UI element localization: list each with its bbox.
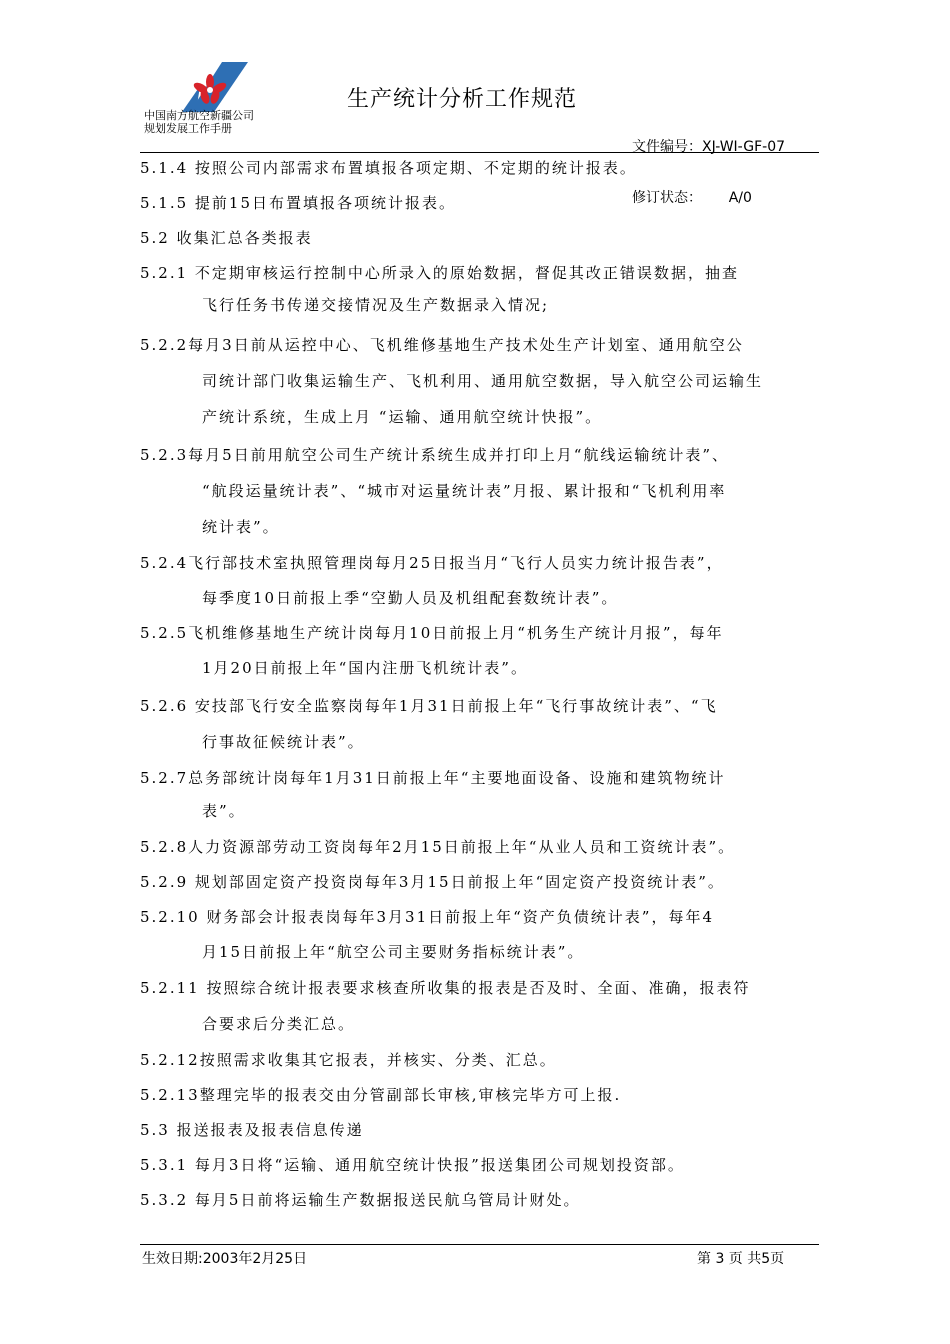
paragraph-line: 合要求后分类汇总。 [202, 1015, 356, 1033]
paragraph-line: 5.1.4 按照公司内部需求布置填报各项定期、不定期的统计报表。 [140, 159, 637, 177]
paragraph-line: 5.2.6 安技部飞行安全监察岗每年1月31日前报上年“飞行事故统计表”、“飞 [140, 697, 718, 715]
paragraph-line: 每季度10日前报上季“空勤人员及机组配套数统计表”。 [202, 589, 619, 607]
page-number: 第 3 页 共5页 [697, 1251, 785, 1267]
paragraph-line: 统计表”。 [202, 518, 280, 536]
footer-rule [140, 1244, 819, 1245]
company-line-1: 中国南方航空新疆公司 [144, 109, 254, 122]
document-info [632, 105, 785, 241]
paragraph-line: 1月20日前报上年“国内注册飞机统计表”。 [202, 659, 528, 677]
paragraph-line: 表”。 [202, 802, 246, 820]
effective-date: 生效日期:2003年2月25日 [142, 1251, 308, 1267]
paragraph-line: 5.2.13整理完毕的报表交由分管副部长审核,审核完毕方可上报. [140, 1086, 622, 1104]
revision-status: 修订状态： A/0 [632, 190, 752, 206]
paragraph-line: 5.2.10 财务部会计报表岗每年3月31日前报上年“资产负债统计表”，每年4 [140, 908, 714, 926]
paragraph-line: 5.3.1 每月3日将“运输、通用航空统计快报”报送集团公司规划投资部。 [140, 1156, 685, 1174]
paragraph-line: 5.2.2每月3日前从运控中心、飞机维修基地生产技术处生产计划室、通用航空公 [140, 336, 744, 354]
document-title: 生产统计分析工作规范 [347, 87, 578, 112]
paragraph-line: “航段运量统计表”、“城市对运量统计表”月报、累计报和“飞机利用率 [202, 482, 727, 500]
paragraph-line: 司统计部门收集运输生产、飞机利用、通用航空数据，导入航空公司运输生 [202, 372, 764, 390]
paragraph-line: 5.2.9 规划部固定资产投资岗每年3月15日前报上年“固定资产投资统计表”。 [140, 873, 725, 891]
paragraph-line: 5.2.3每月5日前用航空公司生产统计系统生成并打印上月“航线运输统计表”、 [140, 446, 730, 464]
paragraph-line: 5.2.7总务部统计岗每年1月31日前报上年“主要地面设备、设施和建筑物统计 [140, 769, 726, 787]
paragraph-line: 5.2.11 按照综合统计报表要求核查所收集的报表是否及时、全面、准确，报表符 [140, 979, 751, 997]
airline-logo-icon [170, 60, 250, 116]
header-rule [140, 152, 819, 153]
paragraph-line: 5.1.5 提前15日布置填报各项统计报表。 [140, 194, 457, 212]
paragraph-line: 5.3.2 每月5日前将运输生产数据报送民航乌管局计财处。 [140, 1191, 581, 1209]
paragraph-line: 飞行任务书传递交接情况及生产数据录入情况; [202, 296, 550, 314]
paragraph-line: 产统计系统，生成上月 “运输、通用航空统计快报”。 [202, 408, 603, 426]
paragraph-line: 5.2.12按照需求收集其它报表，并核实、分类、汇总。 [140, 1051, 557, 1069]
section-heading: 5.3 报送报表及报表信息传递 [140, 1121, 364, 1139]
paragraph-line: 5.2.4飞行部技术室执照管理岗每月25日报当月“飞行人员实力统计报告表”， [140, 554, 724, 572]
paragraph-line: 5.2.8人力资源部劳动工资岗每年2月15日前报上年“从业人员和工资统计表”。 [140, 838, 736, 856]
company-name [144, 109, 254, 135]
paragraph-line: 月15日前报上年“航空公司主要财务指标统计表”。 [202, 943, 585, 961]
paragraph-line: 5.2.1 不定期审核运行控制中心所录入的原始数据，督促其改正错误数据，抽查 [140, 264, 739, 282]
paragraph-line: 行事故征候统计表”。 [202, 733, 365, 751]
paragraph-line: 5.2.5飞机维修基地生产统计岗每月10日前报上月“机务生产统计月报”，每年 [140, 624, 724, 642]
section-heading: 5.2 收集汇总各类报表 [140, 229, 313, 247]
company-line-2: 规划发展工作手册 [144, 122, 232, 135]
document-number: 文件编号：XJ-WI-GF-07 [632, 139, 786, 155]
